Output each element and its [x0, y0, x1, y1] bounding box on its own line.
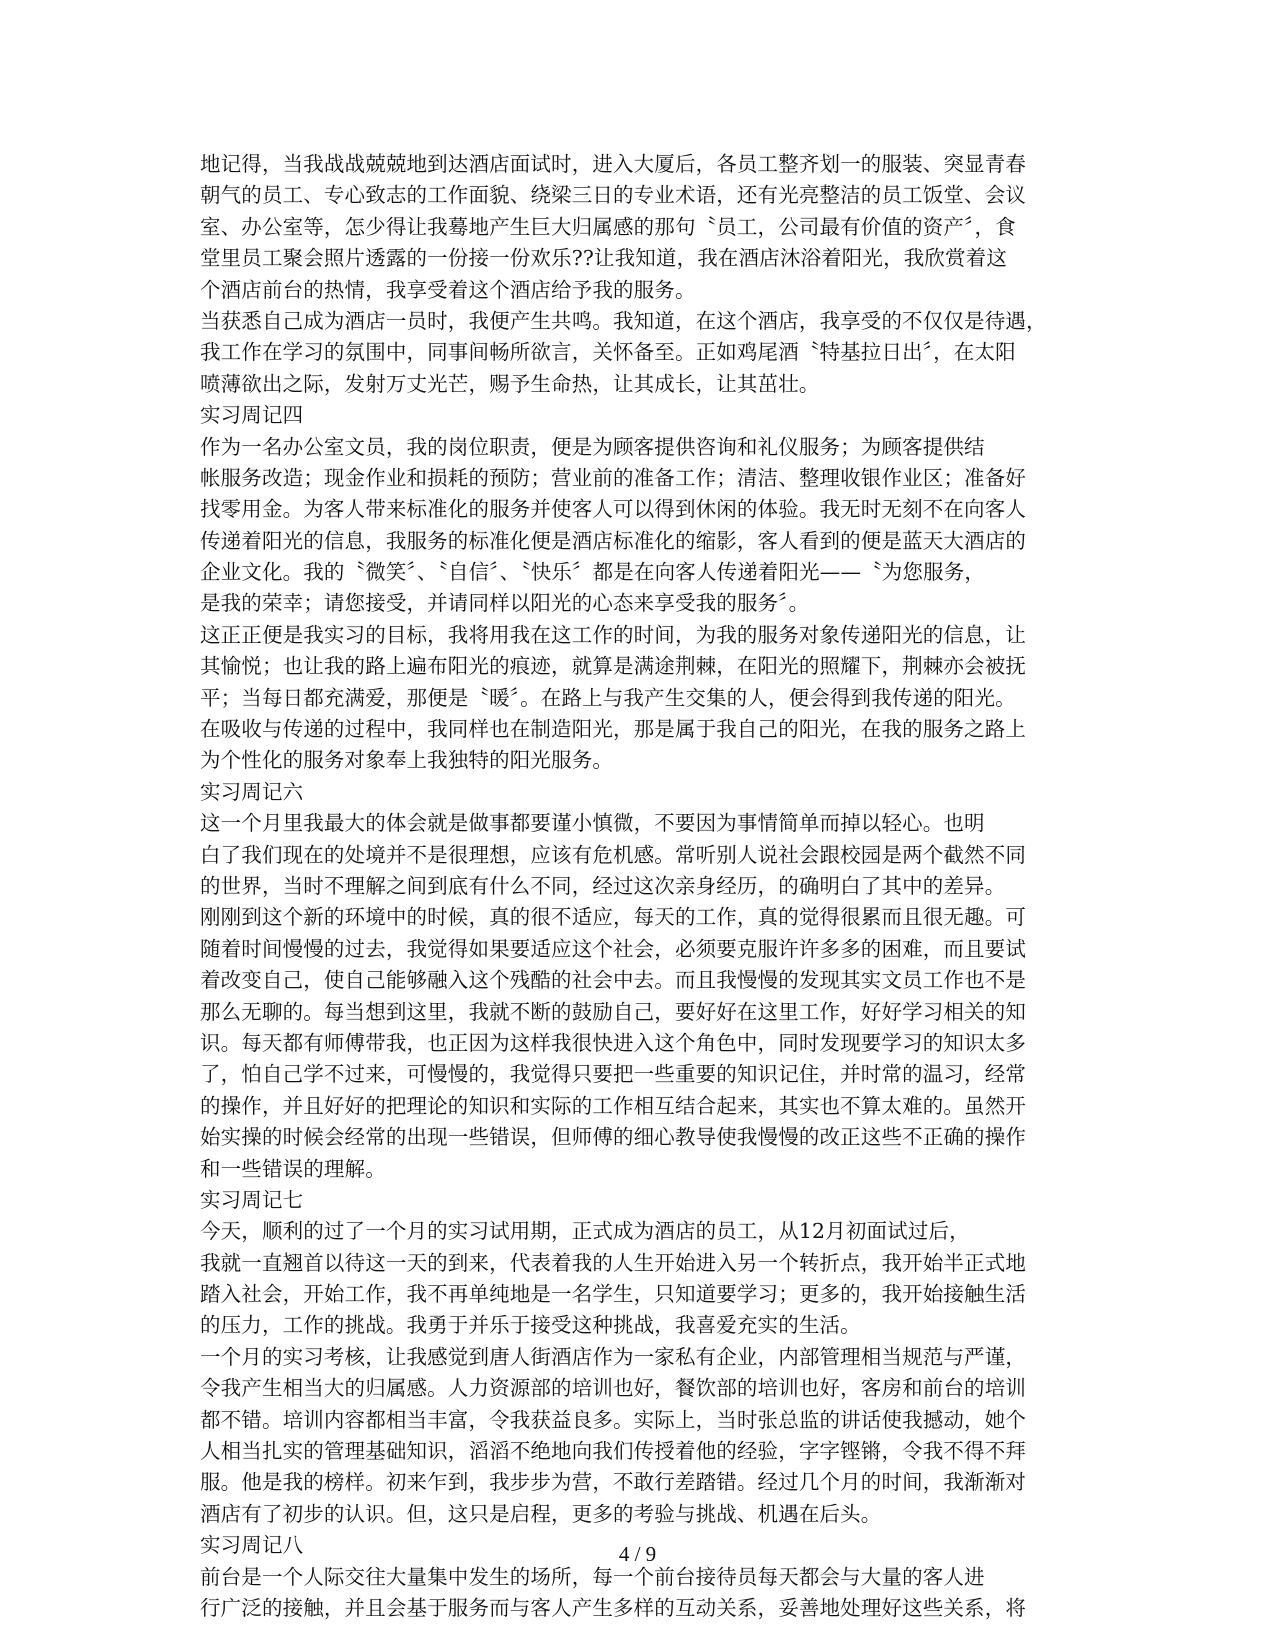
text-line: 是我的荣幸；请您接受，并请同样以阳光的心态来享受我的服务〞。: [200, 591, 810, 616]
section-heading: 实习周记四: [200, 403, 304, 428]
text-line: 的世界，当时不理解之间到底有什么不同，经过这次亲身经历，的确明白了其中的差异。: [200, 873, 1006, 898]
text-line: 白了我们现在的处境并不是很理想，应该有危机感。常听别人说社会跟校园是两个截然不同: [200, 842, 1026, 867]
section-heading: 实习周记八: [200, 1533, 304, 1558]
text-line: 堂里员工聚会照片透露的一份接一份欢乐??让我知道，我在酒店沐浴着阳光，我欣赏着这: [200, 246, 1007, 271]
text-line: 室、办公室等，怎少得让我蓦地产生巨大归属感的那句〝员工，公司最有价值的资产〞，食: [200, 214, 1016, 239]
text-line: 传递着阳光的信息，我服务的标准化便是酒店标准化的缩影，客人看到的便是蓝天大酒店的: [200, 528, 1026, 553]
text-line: 帐服务改造；现金作业和损耗的预防；营业前的准备工作；清洁、整理收银作业区；准备好: [200, 465, 1026, 490]
text-line: 这一个月里我最大的体会就是做事都要谨小慎微，不要因为事情简单而掉以轻心。也明: [200, 811, 985, 836]
text-line: 在吸收与传递的过程中，我同样也在制造阳光，那是属于我自己的阳光，在我的服务之路上: [200, 717, 1026, 742]
section-heading: 实习周记六: [200, 779, 304, 804]
text-line: 那么无聊的。每当想到这里，我就不断的鼓励自己，要好好在这里工作，好好学习相关的知: [200, 999, 1026, 1024]
text-line: 前台是一个人际交往大量集中发生的场所，每一个前台接待员每天都会与大量的客人进: [200, 1564, 985, 1589]
section-heading: 实习周记七: [200, 1187, 304, 1212]
text-line: 一个月的实习考核，让我感觉到唐人街酒店作为一家私有企业，内部管理相当规范与严谨，: [200, 1344, 1026, 1369]
text-line: 人相当扎实的管理基础知识，滔滔不绝地向我们传授着他的经验，字字铿锵，令我不得不拜: [200, 1439, 1026, 1464]
text-line: 个酒店前台的热情，我享受着这个酒店给予我的服务。: [200, 277, 696, 302]
text-line: 平；当每日都充满爱，那便是〝暖〞。在路上与我产生交集的人，便会得到我传递的阳光。: [200, 685, 1016, 710]
text-line: 都不错。培训内容都相当丰富，令我获益良多。实际上，当时张总监的讲话使我撼动，她个: [200, 1407, 1026, 1432]
text-line: 当获悉自己成为酒店一员时，我便产生共鸣。我知道，在这个酒店，我享受的不仅仅是待遇，: [200, 308, 1047, 333]
page-number: 4 / 9: [618, 1542, 657, 1566]
text-line: 为个性化的服务对象奉上我独特的阳光服务。: [200, 748, 613, 773]
text-line: 识。每天都有师傅带我，也正因为这样我很快进入这个角色中，同时发现要学习的知识太多: [200, 1030, 1026, 1055]
text-line: 了，怕自己学不过来，可慢慢的，我觉得只要把一些重要的知识记住，并时常的温习，经常: [200, 1062, 1026, 1087]
text-line: 朝气的员工、专心致志的工作面貌、绕梁三日的专业术语，还有光亮整洁的员工饭堂、会议: [200, 183, 1026, 208]
text-line: 令我产生相当大的归属感。人力资源部的培训也好，餐饮部的培训也好，客房和前台的培训: [200, 1376, 1026, 1401]
document-body: [200, 149, 1080, 1624]
text-line: 和一些错误的理解。: [200, 1156, 386, 1181]
text-line: 的压力，工作的挑战。我勇于并乐于接受这种挑战，我喜爱充实的生活。: [200, 1313, 861, 1338]
text-line: 企业文化。我的〝微笑〞、〝自信〞、〝快乐〞都是在向客人传递着阳光——〝为您服务，: [200, 560, 985, 585]
text-line: 踏入社会，开始工作，我不再单纯地是一名学生，只知道要学习；更多的，我开始接触生活: [200, 1282, 1026, 1307]
text-line: 地记得，当我战战兢兢地到达酒店面试时，进入大厦后，各员工整齐划一的服装、突显青春: [200, 152, 1026, 176]
text-line: 我就一直翘首以待这一天的到来，代表着我的人生开始进入另一个转折点，我开始半正式地: [200, 1250, 1026, 1275]
text-line: 刚刚到这个新的环境中的时候，真的很不适应，每天的工作，真的觉得很累而且很无趣。可: [200, 905, 1026, 930]
text-line: 其愉悦；也让我的路上遍布阳光的痕迹，就算是满途荆棘，在阳光的照耀下，荆棘亦会被抚: [200, 654, 1026, 679]
text-line: 行广泛的接触，并且会基于服务而与客人产生多样的互动关系，妥善地处理好这些关系，将: [200, 1595, 1026, 1620]
text-line: 这正正便是我实习的目标，我将用我在这工作的时间，为我的服务对象传递阳光的信息，让: [200, 622, 1026, 647]
text-line: 找零用金。为客人带来标准化的服务并使客人可以得到休闲的体验。我无时无刻不在向客人: [200, 497, 1026, 522]
text-line: 始实操的时候会经常的出现一些错误，但师傅的细心教导使我慢慢的改正这些不正确的操作: [200, 1125, 1026, 1150]
text-line: 酒店有了初步的认识。但，这只是启程，更多的考验与挑战、机遇在后头。: [200, 1501, 882, 1526]
text-line: 随着时间慢慢的过去，我觉得如果要适应这个社会，必须要克服许许多多的困难，而且要试: [200, 936, 1026, 961]
text-line: 我工作在学习的氛围中，同事间畅所欲言，关怀备至。正如鸡尾酒〝特基拉日出〞，在太阳: [200, 340, 1016, 365]
text-line: 作为一名办公室文员，我的岗位职责，便是为顾客提供咨询和礼仪服务；为顾客提供结: [200, 434, 985, 459]
text-line: 喷薄欲出之际，发射万丈光芒，赐予生命热，让其成长，让其茁壮。: [200, 371, 820, 396]
text-line: 的操作，并且好好的把理论的知识和实际的工作相互结合起来，其实也不算太难的。虽然开: [200, 1093, 1026, 1118]
text-line: 服。他是我的榜样。初来乍到，我步步为营，不敢行差踏错。经过几个月的时间，我渐渐对: [200, 1470, 1026, 1495]
text-line: 着改变自己，使自己能够融入这个残酷的社会中去。而且我慢慢的发现其实文员工作也不是: [200, 968, 1026, 993]
text-line: 今天，顺利的过了一个月的实习试用期，正式成为酒店的员工，从12月初面试过后，: [200, 1219, 970, 1244]
